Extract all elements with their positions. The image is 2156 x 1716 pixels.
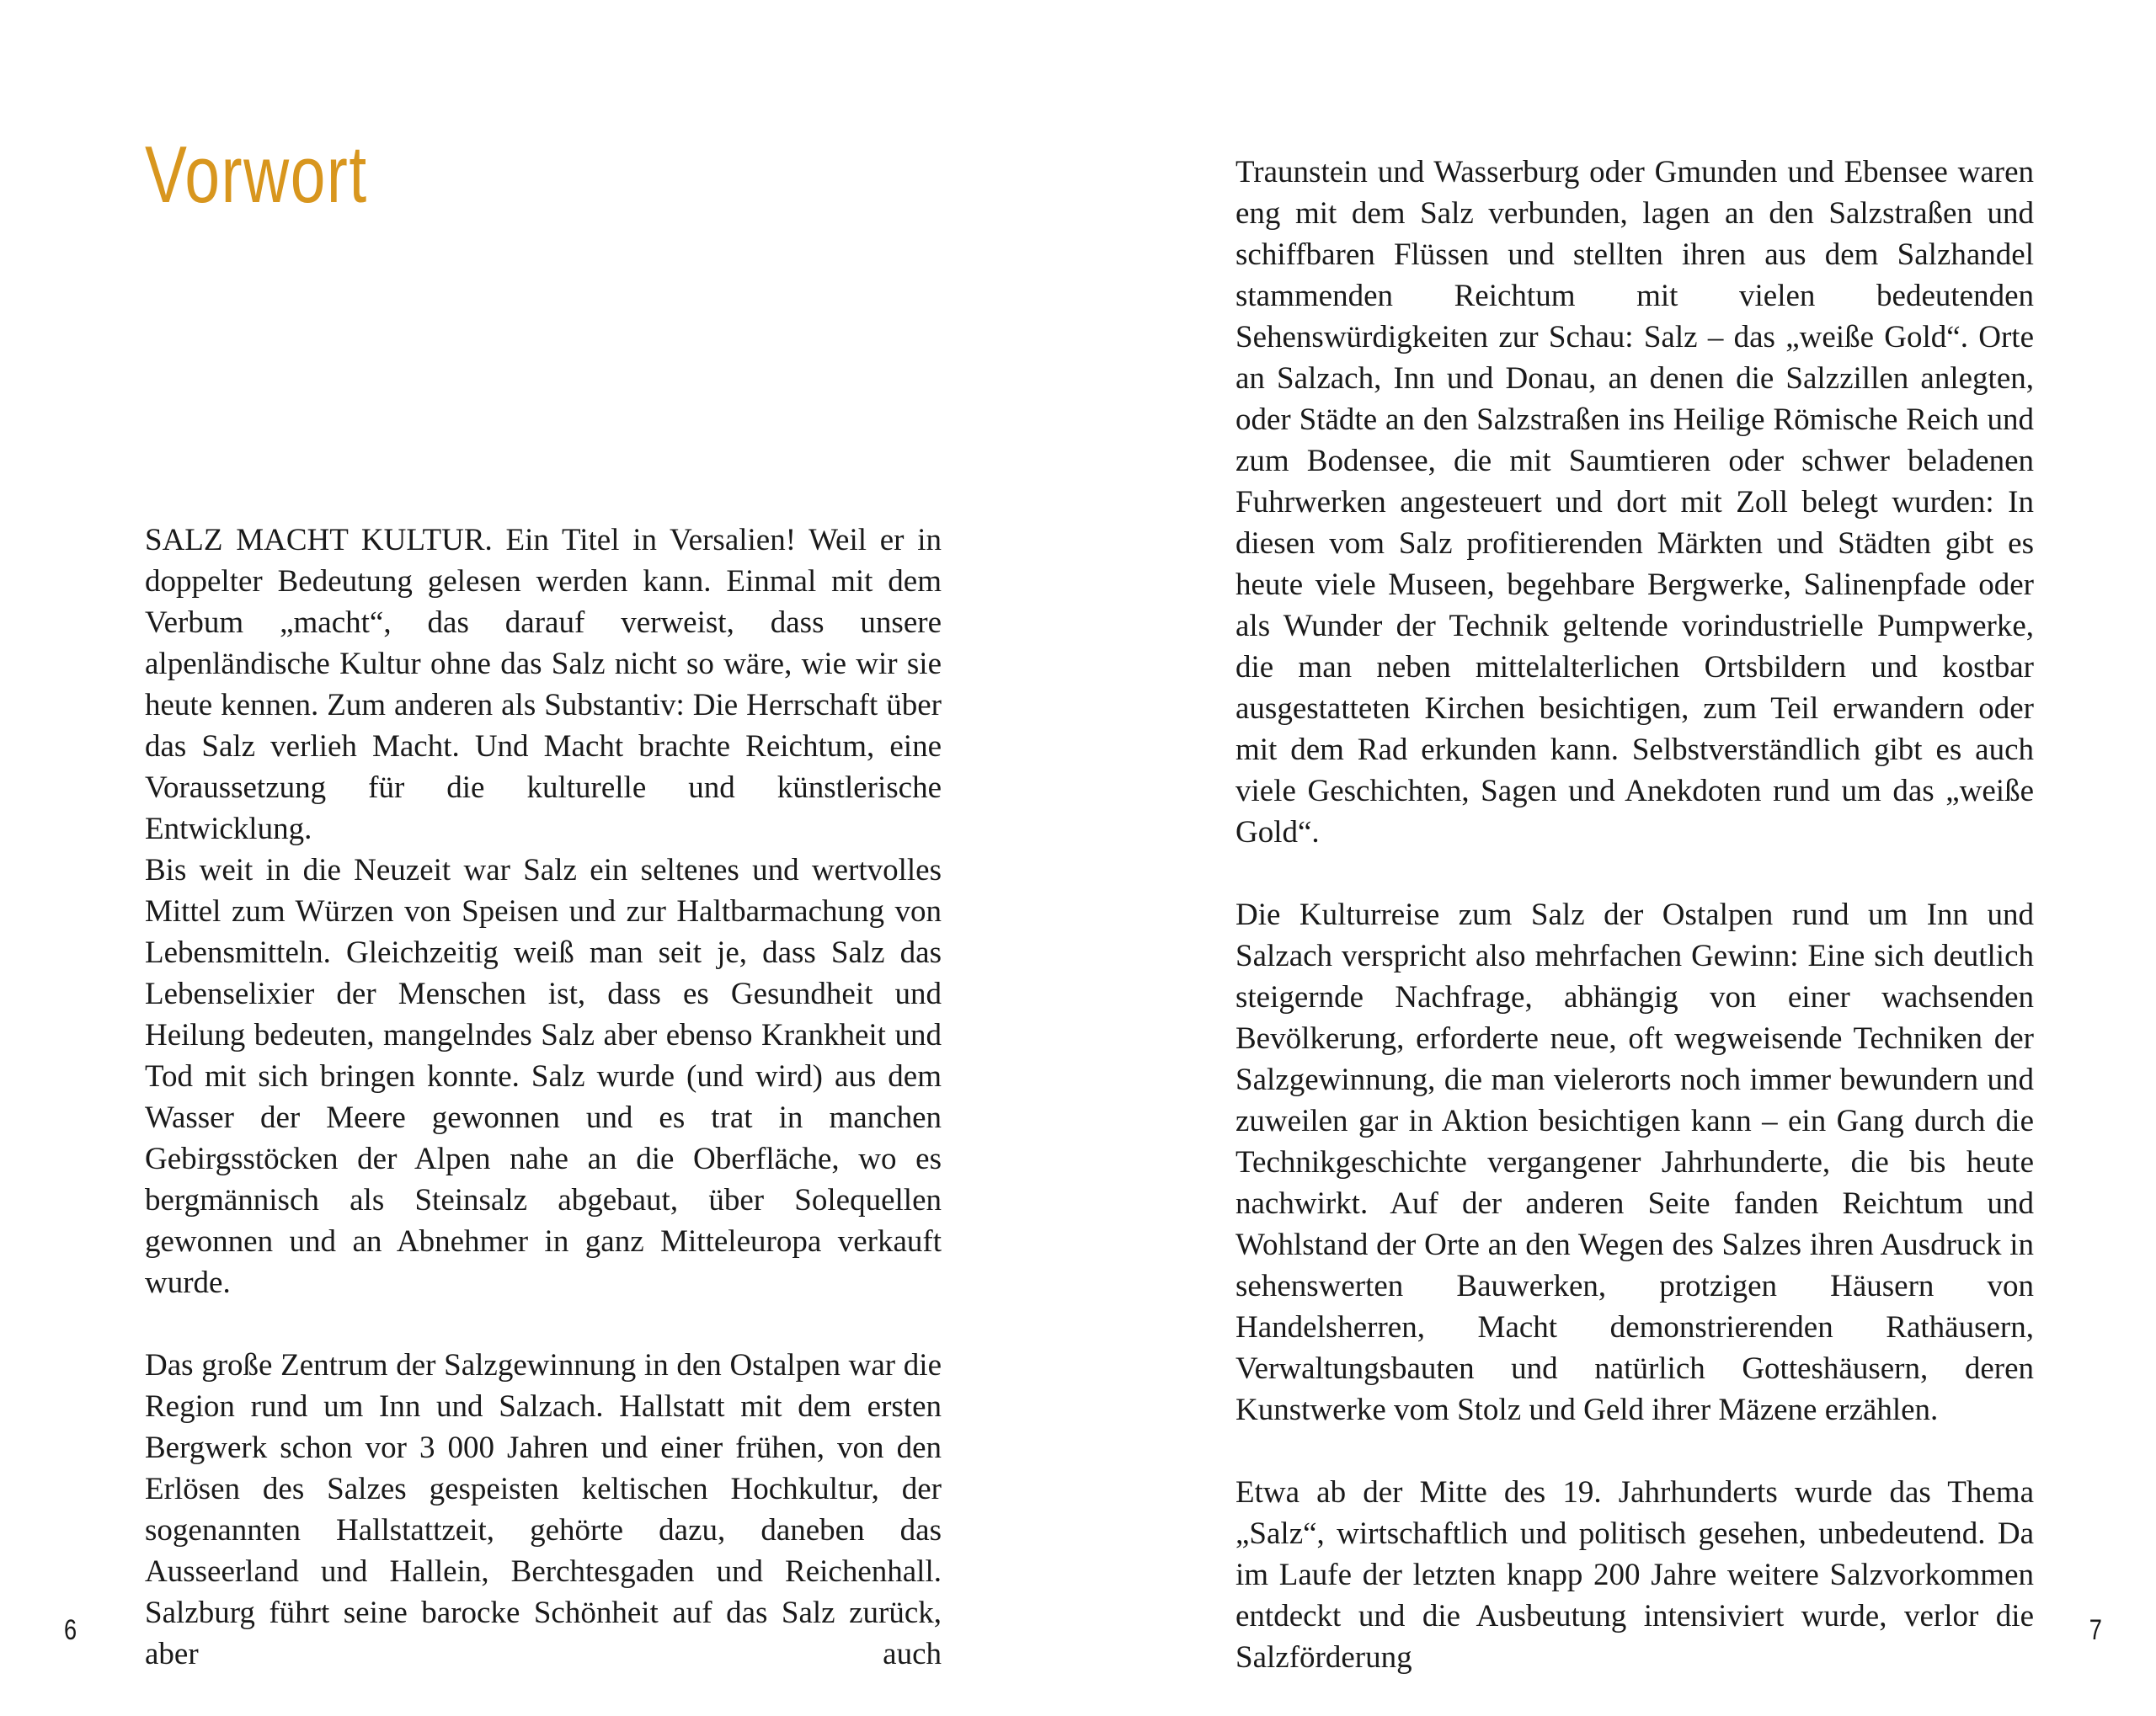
paragraph: Die Kulturreise zum Salz der Ostalpen rund um Inn und Salzach verspricht also mehrfachen Gewinn: Eine sich deutlich steigernde Nachfrage, abhängig von einer wachsenden Bevölkerung, erforderte neue, oft wegweisende Techniken der Salzgewinnung, die man vielerorts noch immer bewundern und zuweilen gar in Aktion besichtigen kann – ein Gang durch die Technikgeschichte vergangener Jahrhunderte, die bis heute nachwirkt. Auf der anderen Seite fanden Reichtum und Wohlstand der Orte an den Wegen des Salzes ihren Ausdruck in sehenswerten Bauwerken, protzigen Häusern von Handelsherren, Macht demonstrierenden Rathäusern, Verwaltungsbauten und natürlich Gotteshäusern, deren Kunstwerke vom Stolz und Geld ihrer Mäzene erzählen. xyxy=(1235,898,2034,1427)
paragraph: Das große Zentrum der Salzgewinnung in den Ostalpen war die Region rund um Inn und Salzach. Hallstatt mit dem ersten Bergwerk schon vor 3 000 Jahren und einer frühen, von den Erlösen des Salzes gespeisten keltischen Hochkultur, der sogenannten Hallstattzeit, gehörte dazu, daneben das Ausseerland und Hallein, Berchtesgaden und Reichenhall. Salzburg führt seine barocke Schönheit auf das Salz zurück, aber auch xyxy=(145,1348,942,1671)
paragraph: Traunstein und Wasserburg oder Gmunden und Ebensee waren eng mit dem Salz verbunden, lagen an den Salzstraßen und schiffbaren Flüssen und stellten ihren aus dem Salzhandel stammenden Reichtum mit vielen bedeutenden Sehenswürdigkeiten zur Schau: Salz – das „weiße Gold“. Orte an Salzach, Inn und Donau, an denen die Salzzillen anlegten, oder Städte an den Salzstraßen ins Heilige Römische Reich und zum Bodensee, die mit Saumtieren oder schwer beladenen Fuhrwerken angesteuert und dort mit Zoll belegt wurden: In diesen vom Salz profitierenden Märkten und Städten gibt es heute viele Museen, begehbare Bergwerke, Salinenpfade oder als Wunder der Technik geltende vorindustrielle Pumpwerke, die man neben mittelalterlichen Ortsbildern und kostbar ausgestatteten Kirchen besichtigen, zum Teil erwandern oder mit dem Rad erkunden kann. Selbstverständlich gibt es auch viele Geschichten, Sagen und Anekdoten rund um das „weiße Gold“. xyxy=(1235,155,2034,850)
paragraph: Bis weit in die Neuzeit war Salz ein seltenes und wertvolles Mittel zum Würzen von Speisen und zur Haltbarmachung von Lebensmitteln. Gleichzeitig weiß man seit je, dass Salz das Lebenselixier der Menschen ist, dass es Gesundheit und Heilung bedeuten, mangelndes Salz aber ebenso Krankheit und Tod mit sich bringen konnte. Salz wurde (und wird) aus dem Wasser der Meere gewonnen und es trat in manchen Gebirgsstöcken der Alpen nahe an die Oberfläche, wo es bergmännisch als Steinsalz abgebaut, über Solequellen gewonnen und an Abnehmer in ganz Mitteleuropa verkauft wurde. xyxy=(145,853,942,1300)
page-number: 7 xyxy=(2089,1614,2102,1646)
chapter-title: Vorwort xyxy=(145,130,368,220)
paragraph: SALZ MACHT KULTUR. Ein Titel in Versalien! Weil er in doppelter Bedeutung gelesen werden kann. Einmal mit dem Verbum „macht“, das darauf verweist, dass unsere alpenländische Kultur ohne das Salz nicht so wäre, wie wir sie heute kennen. Zum anderen als Substantiv: Die Herrschaft über das Salz verlieh Macht. Und Macht brachte Reichtum, eine Voraussetzung für die kulturelle und künstlerische Entwicklung. xyxy=(145,523,942,846)
left-text-column xyxy=(145,520,942,1675)
page-number: 6 xyxy=(64,1614,77,1646)
right-text-column xyxy=(1235,152,2034,1678)
paragraph: Etwa ab der Mitte des 19. Jahrhunderts wurde das Thema „Salz“, wirtschaftlich und politisch gesehen, unbedeutend. Da im Laufe der letzten knapp 200 Jahre weitere Salzvorkommen entdeckt und die Ausbeutung intensiviert wurde, verlor die Salzförderung xyxy=(1235,1475,2034,1675)
right-page xyxy=(1078,0,2156,1716)
